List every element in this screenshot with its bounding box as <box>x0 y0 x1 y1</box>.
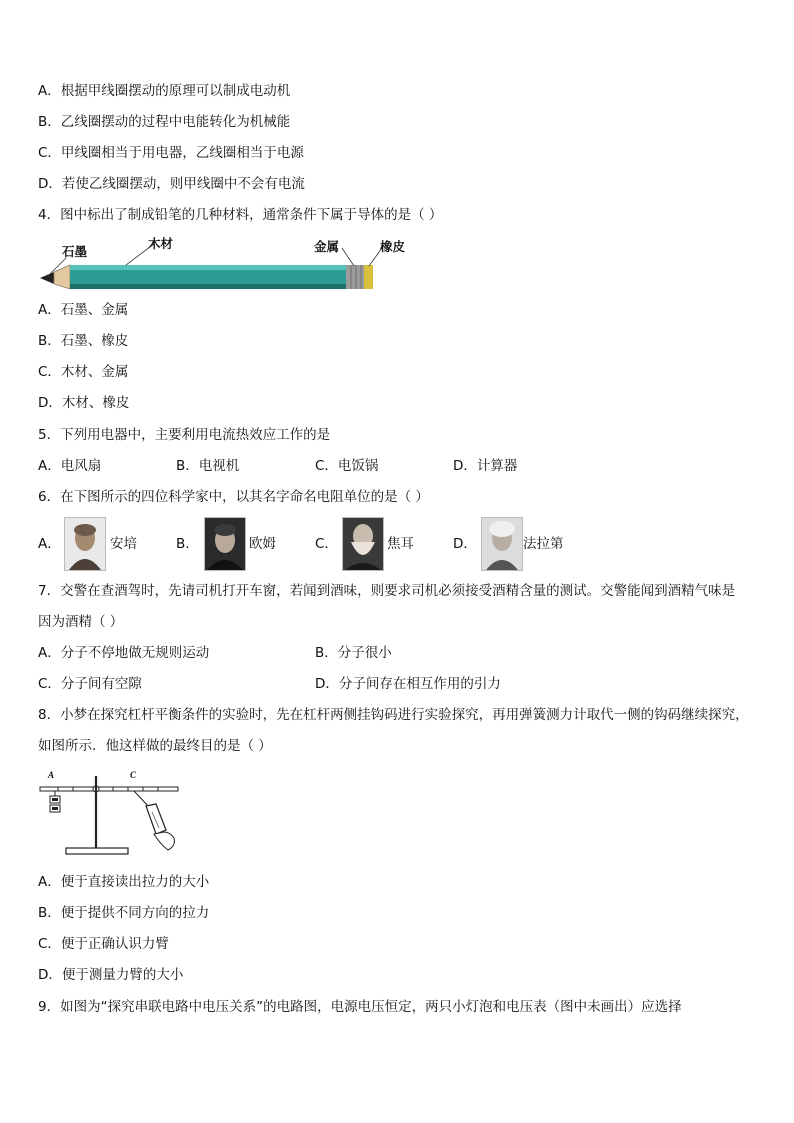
q7-option-d: D．分子间存在相互作用的引力 <box>315 676 501 692</box>
q7-option-b: B．分子很小 <box>315 645 392 661</box>
q3-option-b: B．乙线圈摆动的过程中电能转化为机械能 <box>38 114 291 130</box>
q6-option-d-label: D． <box>453 536 477 552</box>
pencil-graphite <box>40 272 54 284</box>
q3-option-d: D．若使乙线圈摆动，则甲线圈中不会有电流 <box>38 176 305 192</box>
q4-option-d: D．木材、橡皮 <box>38 395 130 411</box>
portrait-faraday <box>481 517 523 571</box>
q8-stem-line1: 8．小梦在探究杠杆平衡条件的实验时，先在杠杆两侧挂钩码进行实验探究，再用弹簧测力计取代一侧的钩码继续探究， <box>38 707 749 723</box>
q6-option-a-name: 安培 <box>110 536 137 552</box>
lever-label-a: A <box>48 770 55 780</box>
q3-option-c: C．甲线圈相当于用电器，乙线圈相当于电源 <box>38 145 304 161</box>
q6-stem: 6．在下图所示的四位科学家中，以其名字命名电阻单位的是（ ） <box>38 489 429 505</box>
pencil-drawing <box>36 232 396 292</box>
q7-option-a: A．分子不停地做无规则运动 <box>38 645 210 661</box>
label-metal: 金属 <box>314 239 340 254</box>
q5-option-b: B．电视机 <box>176 458 240 474</box>
q6-option-c-name: 焦耳 <box>387 536 414 552</box>
q6-option-b-label: B． <box>176 536 199 552</box>
q7-option-c: C．分子间有空隙 <box>38 676 142 692</box>
portrait-ampere <box>64 517 106 571</box>
q8-option-c: C．便于正确认识力臂 <box>38 936 169 952</box>
portrait-joule <box>342 517 384 571</box>
q8-option-b: B．便于提供不同方向的拉力 <box>38 905 210 921</box>
portrait-ohm <box>204 517 246 571</box>
label-graphite: 石墨 <box>62 244 88 259</box>
q6-option-b-name: 欧姆 <box>249 536 276 552</box>
label-eraser: 橡皮 <box>380 239 406 254</box>
q4-option-b: B．石墨、橡皮 <box>38 333 129 349</box>
q5-option-a: A．电风扇 <box>38 458 102 474</box>
lever-label-c: C <box>130 770 137 780</box>
q6-option-c-label: C． <box>315 536 338 552</box>
pencil-figure <box>36 232 406 292</box>
q5-option-d: D．计算器 <box>453 458 518 474</box>
q5-stem: 5．下列用电器中，主要利用电流热效应工作的是 <box>38 427 331 443</box>
q4-option-a: A．石墨、金属 <box>38 302 129 318</box>
q5-option-c: C．电饭锅 <box>315 458 379 474</box>
q4-stem: 4．图中标出了制成铅笔的几种材料，通常条件下属于导体的是（ ） <box>38 207 443 223</box>
q8-stem-line2: 如图所示．他这样做的最终目的是（ ） <box>38 738 272 754</box>
q8-option-d: D．便于测量力臂的大小 <box>38 967 184 983</box>
q7-stem-line2: 因为酒精（ ） <box>38 614 124 630</box>
label-wood: 木材 <box>148 236 174 251</box>
q9-stem: 9．如图为“探究串联电路中电压关系”的电路图，电源电压恒定，两只小灯泡和电压表（图中未画出）应选择 <box>38 999 682 1015</box>
pencil-eraser <box>364 265 373 289</box>
pencil-wood-tip <box>54 265 70 289</box>
q8-option-a: A．便于直接读出拉力的大小 <box>38 874 210 890</box>
q6-option-a-label: A． <box>38 536 61 552</box>
q6-option-d-name: 法拉第 <box>523 536 564 552</box>
q7-stem-line1: 7．交警在查酒驾时，先请司机打开车窗，若闻到酒味，则要求司机必须接受酒精含量的测试。交警能闻到酒精气味是 <box>38 583 736 599</box>
q3-option-a: A．根据甲线圈摆动的原理可以制成电动机 <box>38 83 291 99</box>
lever-drawing <box>38 768 183 860</box>
q4-option-c: C．木材、金属 <box>38 364 129 380</box>
lever-figure <box>38 768 183 860</box>
